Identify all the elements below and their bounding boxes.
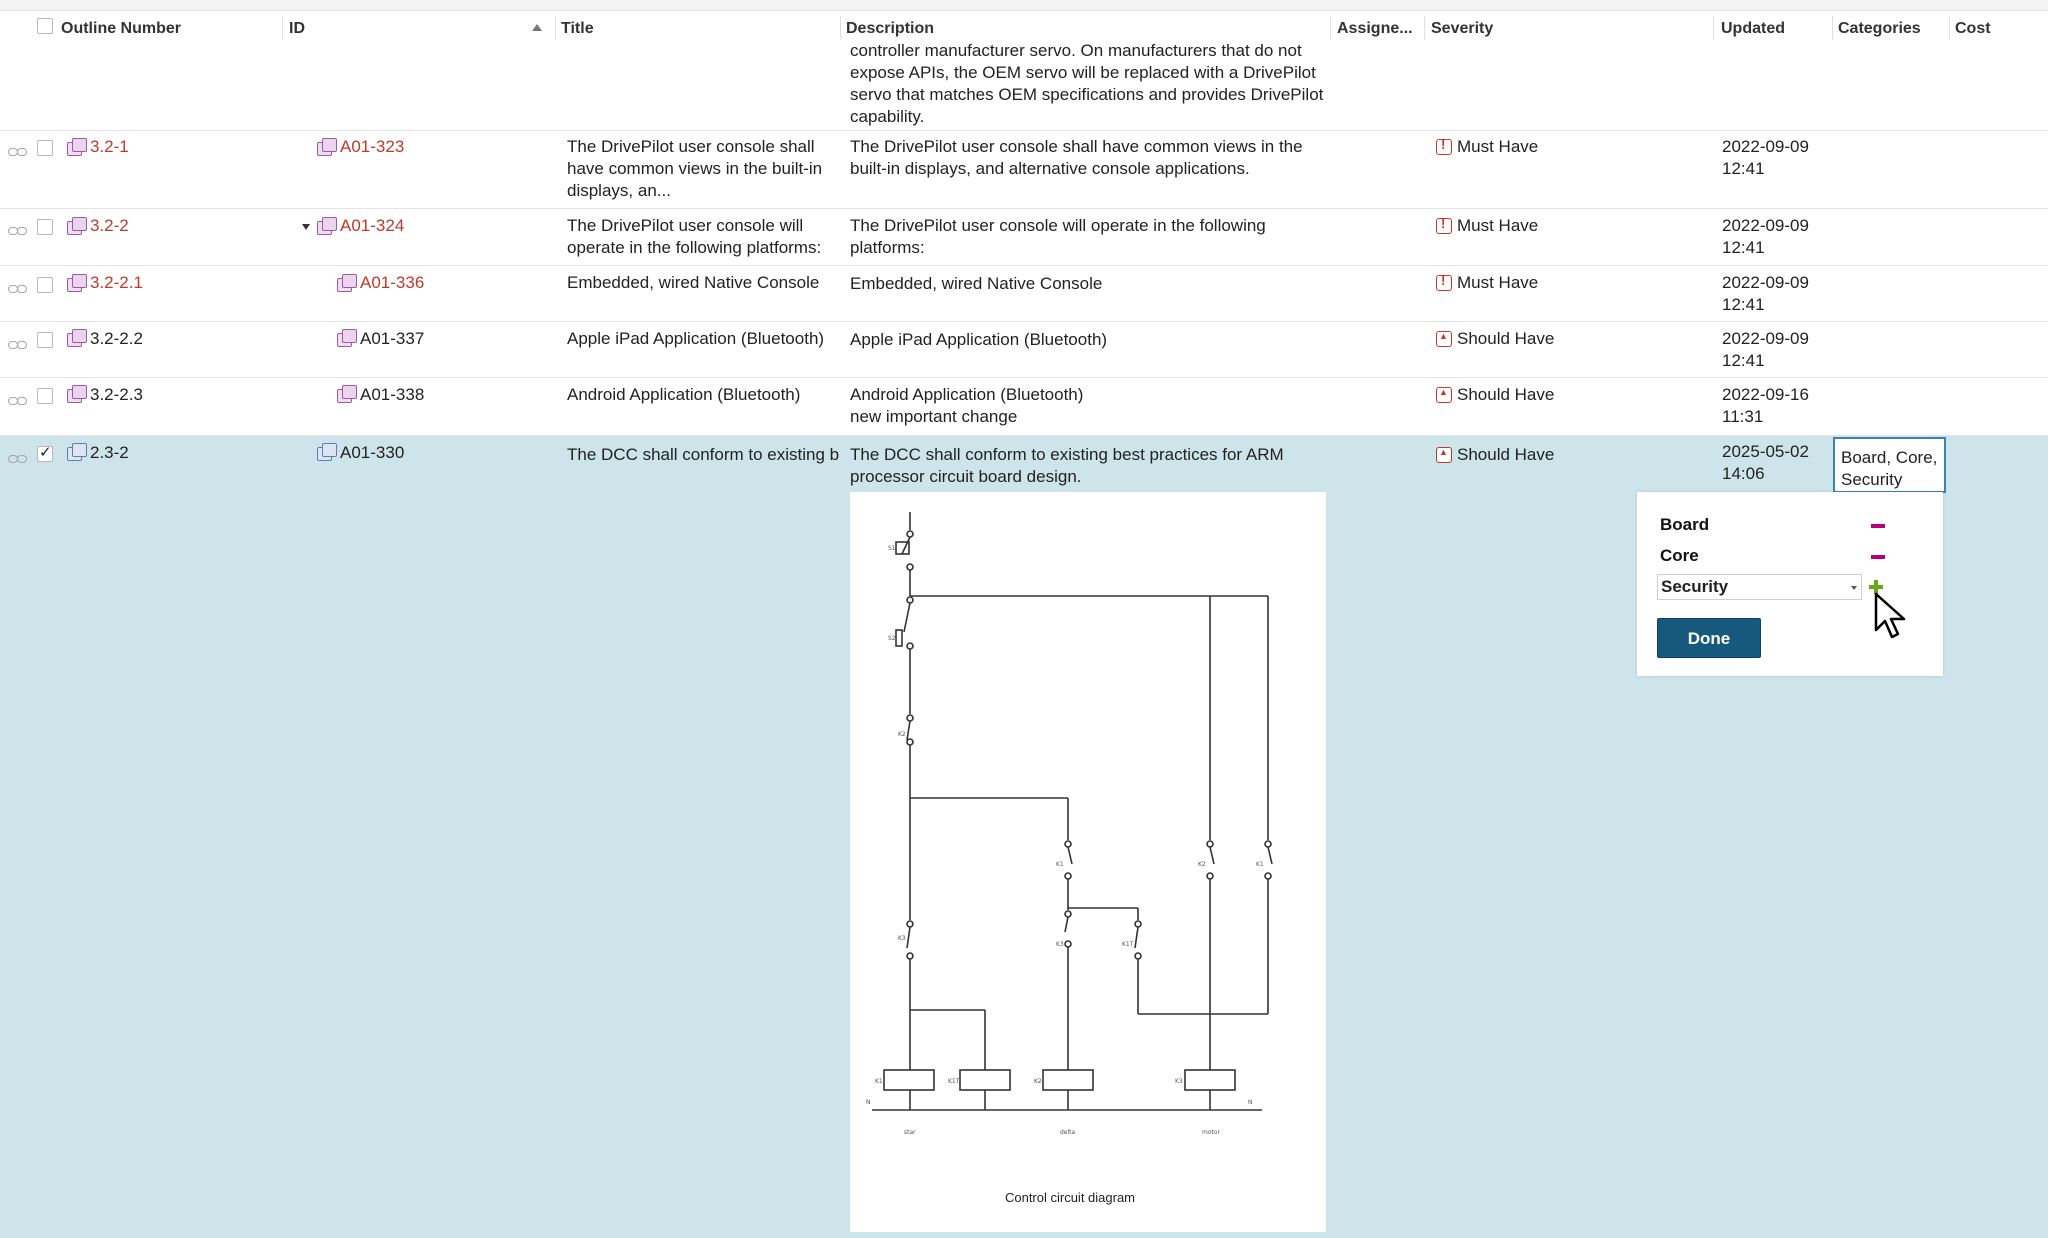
column-divider[interactable]	[1713, 16, 1714, 40]
circuit-diagram-svg	[850, 492, 1326, 1232]
severity-value: Should Have	[1457, 329, 1555, 348]
row-checkbox[interactable]	[37, 388, 53, 404]
column-header-categories[interactable]: Categories	[1838, 20, 1921, 37]
title-cell	[567, 328, 839, 350]
description-line: The DrivePilot user console shall have common views in the	[850, 137, 1303, 156]
updated-cell	[1722, 215, 1809, 259]
mouse-cursor-icon	[1874, 592, 1914, 642]
categories-line: Security	[1841, 470, 1903, 489]
outline-number[interactable]: 3.2-1	[90, 137, 129, 156]
description-cell	[850, 444, 1330, 488]
severity-value: Must Have	[1457, 137, 1539, 156]
requirement-icon	[337, 274, 356, 291]
outline-number[interactable]: 3.2-2.1	[90, 273, 143, 292]
requirement-icon	[337, 329, 356, 346]
severity-value: Should Have	[1457, 385, 1555, 404]
svg-text:K3: K3	[1175, 1078, 1183, 1085]
table-row[interactable]	[0, 209, 2048, 266]
severity-should-have-icon	[1436, 331, 1452, 347]
requirement-icon	[67, 217, 86, 234]
svg-text:delta: delta	[1060, 1129, 1076, 1136]
column-divider[interactable]	[1949, 16, 1950, 40]
requirement-id-link[interactable]: A01-338	[360, 385, 425, 404]
row-checkbox[interactable]	[37, 140, 53, 156]
title-cell	[567, 384, 839, 406]
category-item-board: Board	[1660, 515, 1710, 534]
column-divider[interactable]	[840, 16, 841, 40]
description-line: The DrivePilot user console will operate in the following	[850, 216, 1266, 235]
table-row[interactable]	[0, 378, 2048, 436]
severity-should-have-icon	[1436, 447, 1452, 463]
svg-text:K1: K1	[1056, 861, 1064, 868]
description-cell	[850, 384, 1330, 428]
title-cell	[567, 444, 842, 466]
link-icon[interactable]	[8, 397, 28, 405]
severity-must-have-icon	[1436, 275, 1452, 291]
requirement-icon	[67, 443, 86, 460]
updated-time: 12:41	[1722, 351, 1765, 370]
updated-date: 2022-09-16	[1722, 385, 1809, 404]
requirement-icon	[317, 443, 336, 460]
svg-text:K2: K2	[898, 731, 906, 738]
requirement-icon	[67, 329, 86, 346]
requirement-icon	[67, 385, 86, 402]
svg-text:K1: K1	[875, 1078, 883, 1085]
svg-text:K1T: K1T	[948, 1078, 960, 1085]
description-line: platforms:	[850, 238, 925, 257]
description-line: new important change	[850, 407, 1018, 426]
link-icon[interactable]	[8, 341, 28, 349]
category-item-core: Core	[1660, 546, 1699, 565]
severity-must-have-icon	[1436, 218, 1452, 234]
requirement-icon	[67, 274, 86, 291]
updated-cell	[1722, 384, 1809, 428]
row-checkbox[interactable]	[37, 277, 53, 293]
description-cell	[850, 40, 1330, 128]
description-cell	[850, 136, 1330, 180]
column-header-title[interactable]: Title	[561, 20, 594, 37]
embedded-circuit-diagram	[850, 492, 1326, 1232]
updated-cell	[1722, 136, 1809, 180]
updated-cell	[1722, 272, 1809, 316]
description-line: built-in displays, and alternative console applications.	[850, 159, 1250, 178]
category-select-value: Security	[1661, 577, 1729, 596]
column-header-description[interactable]: Description	[846, 20, 935, 37]
updated-date: 2022-09-09	[1722, 216, 1809, 235]
row-checkbox[interactable]	[37, 446, 53, 462]
table-row[interactable]	[0, 131, 2048, 209]
table-row[interactable]	[0, 266, 2048, 322]
svg-text:K3: K3	[1056, 941, 1064, 948]
sort-ascending-icon[interactable]	[532, 24, 542, 31]
svg-text:S2: S2	[888, 635, 896, 642]
row-checkbox[interactable]	[37, 219, 53, 235]
requirement-icon	[67, 138, 86, 155]
category-editor-popup	[1637, 492, 1943, 676]
diagram-caption: Control circuit diagram	[1004, 1190, 1136, 1205]
description-cell	[850, 215, 1330, 259]
svg-text:star: star	[904, 1129, 916, 1136]
svg-text:N: N	[1248, 1099, 1253, 1106]
title-line: The DCC shall conform to existing b	[567, 445, 840, 464]
title-cell	[567, 136, 839, 202]
outline-number[interactable]: 2.3-2	[90, 443, 129, 462]
title-line: Android Application (Bluetooth)	[567, 385, 801, 404]
title-line: Embedded, wired Native Console	[567, 273, 820, 292]
description-line: controller manufacturer servo. On manufacturers that do not	[850, 41, 1302, 60]
done-button[interactable]: Done	[1657, 618, 1761, 658]
chevron-down-icon[interactable]	[1851, 586, 1857, 590]
svg-text:K2: K2	[1198, 861, 1206, 868]
column-divider[interactable]	[555, 16, 556, 40]
updated-time: 12:41	[1722, 159, 1765, 178]
remove-core-icon[interactable]	[1871, 555, 1885, 559]
description-line: The DCC shall conform to existing best practices for ARM	[850, 445, 1284, 464]
updated-cell	[1722, 328, 1809, 372]
description-line: Apple iPad Application (Bluetooth)	[850, 330, 1108, 349]
description-line: capability.	[850, 107, 925, 126]
requirement-id-link[interactable]: A01-336	[360, 273, 425, 292]
severity-must-have-icon	[1436, 139, 1452, 155]
requirement-icon	[337, 385, 356, 402]
svg-text:S1: S1	[888, 545, 896, 552]
description-cell	[850, 329, 1330, 351]
requirement-id-link[interactable]: A01-337	[360, 329, 425, 348]
svg-text:K2: K2	[1034, 1078, 1042, 1085]
column-header-cost[interactable]: Cost	[1955, 20, 1991, 37]
column-divider[interactable]	[1832, 16, 1833, 40]
severity-value: Must Have	[1457, 216, 1539, 235]
description-line: Android Application (Bluetooth)	[850, 385, 1084, 404]
categories-cell-editing[interactable]	[1833, 437, 1946, 493]
outline-number[interactable]: 3.2-2.2	[90, 329, 143, 348]
table-row[interactable]	[0, 322, 2048, 378]
collapse-arrow-icon[interactable]	[302, 224, 310, 230]
title-line: have common views in the built-in	[567, 159, 823, 178]
requirement-icon	[317, 217, 336, 234]
title-line: operate in the following platforms:	[567, 238, 822, 257]
title-line: Apple iPad Application (Bluetooth)	[567, 329, 825, 348]
title-cell	[567, 272, 839, 294]
updated-time: 14:06	[1722, 464, 1765, 483]
link-icon[interactable]	[8, 148, 28, 156]
svg-text:K3: K3	[898, 935, 906, 942]
requirement-id-link[interactable]: A01-324	[340, 216, 405, 235]
description-line: processor circuit board design.	[850, 467, 1082, 486]
column-divider[interactable]	[1424, 16, 1425, 40]
updated-date: 2022-09-09	[1722, 329, 1809, 348]
updated-date: 2022-09-09	[1722, 137, 1809, 156]
categories-line: Board, Core,	[1841, 448, 1938, 467]
svg-text:K1T: K1T	[1122, 941, 1134, 948]
description-cell	[850, 273, 1330, 295]
link-icon[interactable]	[8, 285, 28, 293]
updated-date: 2022-09-09	[1722, 273, 1809, 292]
title-line: The DrivePilot user console shall	[567, 137, 815, 156]
category-select[interactable]	[1657, 574, 1862, 600]
requirement-id-link[interactable]: A01-323	[340, 137, 405, 156]
column-header-severity[interactable]: Severity	[1431, 20, 1494, 37]
severity-value: Must Have	[1457, 273, 1539, 292]
svg-text:K1: K1	[1256, 861, 1264, 868]
updated-time: 12:41	[1722, 295, 1765, 314]
updated-time: 11:31	[1722, 407, 1764, 426]
severity-value: Should Have	[1457, 445, 1555, 464]
updated-time: 12:41	[1722, 238, 1765, 257]
column-header-outline[interactable]: Outline Number	[61, 20, 182, 37]
title-line: The DrivePilot user console will	[567, 216, 804, 235]
severity-should-have-icon	[1436, 387, 1452, 403]
description-line: expose APIs, the OEM servo will be replaced with a DrivePilot	[850, 63, 1316, 82]
column-divider[interactable]	[1330, 16, 1331, 40]
title-line: displays, an...	[567, 181, 671, 200]
svg-text:motor: motor	[1202, 1129, 1221, 1136]
column-header-assignee[interactable]: Assigne...	[1337, 20, 1413, 37]
select-all-checkbox[interactable]	[37, 18, 53, 34]
description-line: Embedded, wired Native Console	[850, 274, 1103, 293]
row-checkbox[interactable]	[37, 332, 53, 348]
link-icon[interactable]	[8, 455, 28, 463]
description-line: servo that matches OEM specifications and provides DrivePilot	[850, 85, 1324, 104]
updated-cell	[1722, 441, 1809, 485]
updated-date: 2025-05-02	[1722, 442, 1809, 461]
link-icon[interactable]	[8, 227, 28, 235]
remove-board-icon[interactable]	[1871, 524, 1885, 528]
column-header-updated[interactable]: Updated	[1721, 20, 1785, 37]
column-header-id[interactable]: ID	[289, 20, 305, 37]
column-divider[interactable]	[282, 16, 283, 40]
requirement-icon	[317, 138, 336, 155]
title-cell	[567, 215, 839, 259]
outline-number[interactable]: 3.2-2.3	[90, 385, 143, 404]
outline-number[interactable]: 3.2-2	[90, 216, 129, 235]
table-row-partial[interactable]	[0, 41, 2048, 131]
svg-text:N: N	[866, 1099, 871, 1106]
requirement-id-link[interactable]: A01-330	[340, 443, 405, 462]
